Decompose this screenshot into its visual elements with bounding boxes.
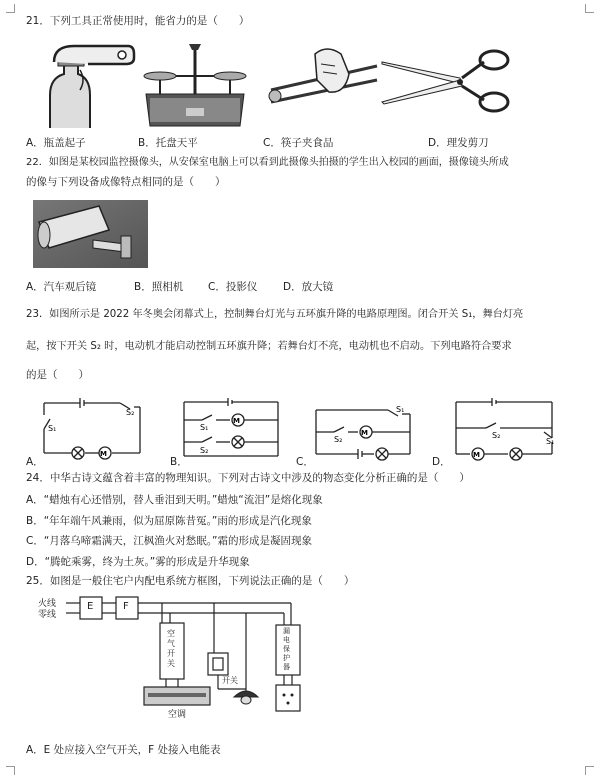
q21-option-a[interactable]: A．瓶盖起子 xyxy=(26,137,86,149)
live-wire-label: 火线 xyxy=(38,599,57,609)
crop-mark-bottom-right xyxy=(585,766,594,775)
distribution-diagram xyxy=(36,593,336,735)
q22-option-a[interactable]: A．汽车观后镜 xyxy=(26,281,97,293)
svg-text:S₁: S₁ xyxy=(48,424,57,433)
q22-option-d[interactable]: D．放大镜 xyxy=(283,281,334,293)
q21-stem: 21．下列工具正常使用时，能省力的是（ ） xyxy=(26,15,250,27)
balance-scale-image xyxy=(140,36,250,130)
scissors-image xyxy=(380,50,515,110)
svg-text:S₁: S₁ xyxy=(546,437,555,446)
surveillance-camera-image xyxy=(33,200,148,268)
svg-text:S₁: S₁ xyxy=(396,405,405,414)
chopsticks-image xyxy=(265,44,380,114)
svg-text:S₂: S₂ xyxy=(492,431,501,440)
q23-option-b[interactable]: B． xyxy=(170,456,188,468)
leakage-protector-label: 漏电保护器 xyxy=(283,627,290,671)
q21-option-c[interactable]: C．筷子夹食品 xyxy=(263,137,334,149)
switch-label: 开关 xyxy=(222,676,238,685)
air-switch-label: 空气开关 xyxy=(167,629,175,668)
q22-stem-line2: 的像与下列设备成像特点相同的是（ ） xyxy=(26,176,226,188)
circuit-diagram-b xyxy=(180,398,285,460)
q24-stem: 24．中华古诗文蕴含着丰富的物理知识。下列对古诗文中涉及的物态变化分析正确的是（ ） xyxy=(26,472,470,484)
circuit-diagram-d xyxy=(452,398,560,460)
box-e-label: E xyxy=(87,601,94,612)
q25-stem: 25．如图是一般住宅户内配电系统方框图，下列说法正确的是（ ） xyxy=(26,575,355,587)
box-f-label: F xyxy=(123,601,129,612)
svg-text:M: M xyxy=(361,429,368,437)
q24-option-c[interactable]: C．“月落乌啼霜满天，江枫渔火对愁眠。”霜的形成是凝固现象 xyxy=(26,535,312,547)
svg-text:S₂: S₂ xyxy=(126,408,135,417)
q25-option-a[interactable]: A．E 处应接入空气开关，F 处接入电能表 xyxy=(26,744,221,756)
q23-stem-line2: 起，按下开关 S₂ 时，电动机才能启动控制五环旗升降；若舞台灯不亮，电动机也不启动。下列电路符合要求 xyxy=(26,341,512,352)
crop-mark-bottom-left xyxy=(6,766,15,775)
q24-option-b[interactable]: B．“年年端午风兼雨，似为屈原陈昔冤。”雨的形成是汽化现象 xyxy=(26,515,312,527)
q23-stem-line3: 的是（ ） xyxy=(26,369,89,381)
q24-option-d[interactable]: D．“腾蛇乘雾，终为土灰。”雾的形成是升华现象 xyxy=(26,556,250,568)
svg-text:M: M xyxy=(100,450,107,458)
crop-mark-top-left xyxy=(6,4,15,13)
q22-stem-line1: 22．如图是某校园监控摄像头，从安保室电脑上可以看到此摄像头拍摄的学生出入校园的画面，摄像镜头所成 xyxy=(26,157,509,168)
q23-option-d[interactable]: D． xyxy=(432,456,451,468)
svg-text:S₂: S₂ xyxy=(334,435,343,444)
svg-text:M: M xyxy=(233,417,240,425)
q23-stem-line1: 23．如图所示是 2022 年冬奥会闭幕式上，控制舞台灯光与五环旗升降的电路原理图。闭合开关 S₁，舞台灯亮 xyxy=(26,309,524,320)
circuit-diagram-c xyxy=(312,402,417,460)
q24-option-a[interactable]: A．“蜡烛有心还惜别，替人垂泪到天明。”蜡烛“流泪”是熔化现象 xyxy=(26,494,323,506)
neutral-wire-label: 零线 xyxy=(38,610,57,620)
circuit-diagram-a xyxy=(40,395,150,460)
svg-text:S₁: S₁ xyxy=(200,423,209,432)
q23-option-a[interactable]: A． xyxy=(26,456,44,468)
svg-text:S₂: S₂ xyxy=(200,446,209,455)
q21-option-d[interactable]: D．理发剪刀 xyxy=(428,137,489,149)
air-conditioner-label: 空调 xyxy=(168,710,187,720)
bottle-opener-image xyxy=(40,40,135,130)
q22-option-b[interactable]: B．照相机 xyxy=(134,281,184,293)
crop-mark-top-right xyxy=(585,4,594,13)
svg-text:M: M xyxy=(473,451,480,459)
q21-option-b[interactable]: B．托盘天平 xyxy=(138,137,198,149)
q23-option-c[interactable]: C． xyxy=(296,456,314,468)
q22-option-c[interactable]: C．投影仪 xyxy=(208,281,258,293)
